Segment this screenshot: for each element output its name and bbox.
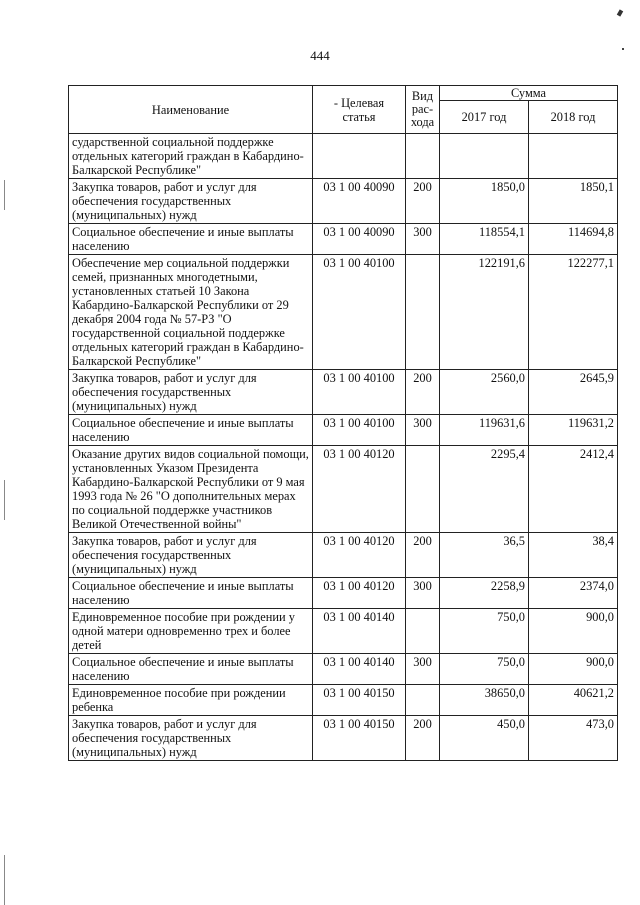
row-type [406, 255, 440, 370]
row-amount-2018: 2374,0 [529, 578, 618, 609]
header-code: - Целевая статья [313, 86, 406, 134]
row-amount-2018: 2645,9 [529, 370, 618, 415]
row-code: 03 1 00 40120 [313, 446, 406, 533]
row-name: Социальное обеспечение и иные выплаты населению [69, 224, 313, 255]
row-amount-2017: 1850,0 [440, 179, 529, 224]
row-type: 200 [406, 533, 440, 578]
row-amount-2018: 900,0 [529, 654, 618, 685]
budget-table [68, 85, 618, 761]
row-type [406, 609, 440, 654]
row-type: 200 [406, 716, 440, 761]
row-code: 03 1 00 40120 [313, 578, 406, 609]
row-amount-2017: 750,0 [440, 609, 529, 654]
row-amount-2017: 450,0 [440, 716, 529, 761]
row-amount-2017: 36,5 [440, 533, 529, 578]
table-row [69, 446, 618, 533]
row-name: Закупка товаров, работ и услуг для обеспечения государственных (муниципальных) нужд [69, 370, 313, 415]
row-amount-2017: 750,0 [440, 654, 529, 685]
table-row [69, 255, 618, 370]
row-name: Оказание других видов социальной помощи, установленных Указом Президента Кабардино-Балкарской Республики от 9 мая 1993 года № 26 "О дополнительных мерах по социальной поддержке участников Великой Отечественной войны" [69, 446, 313, 533]
table-row [69, 716, 618, 761]
row-type: 200 [406, 179, 440, 224]
row-name: сударственной социальной поддержке отдельных категорий граждан в Кабардино-Балкарской Республике" [69, 134, 313, 179]
row-code: 03 1 00 40100 [313, 255, 406, 370]
table-row [69, 533, 618, 578]
table-row [69, 654, 618, 685]
row-type [406, 134, 440, 179]
row-type [406, 685, 440, 716]
row-name: Единовременное пособие при рождении у одной матери одновременно трех и более детей [69, 609, 313, 654]
row-code: 03 1 00 40100 [313, 415, 406, 446]
row-name: Социальное обеспечение и иные выплаты населению [69, 578, 313, 609]
row-code: 03 1 00 40090 [313, 179, 406, 224]
row-amount-2017: 122191,6 [440, 255, 529, 370]
row-code: 03 1 00 40120 [313, 533, 406, 578]
row-code: 03 1 00 40090 [313, 224, 406, 255]
row-amount-2017: 118554,1 [440, 224, 529, 255]
table-row [69, 179, 618, 224]
row-amount-2018: 2412,4 [529, 446, 618, 533]
row-type: 300 [406, 415, 440, 446]
header-name: Наименование [69, 86, 313, 134]
row-name: Обеспечение мер социальной поддержки семей, признанных многодетными, установленных статьей 10 Закона Кабардино-Балкарской Республики от 29 декабря 2004 года № 57-РЗ "О государственной социальной поддержке отдельных категорий граждан в Кабардино-Балкарской Республике" [69, 255, 313, 370]
row-name: Социальное обеспечение и иные выплаты населению [69, 415, 313, 446]
row-code: 03 1 00 40150 [313, 716, 406, 761]
header-2018: 2018 год [529, 101, 618, 134]
row-type: 300 [406, 224, 440, 255]
table-row [69, 578, 618, 609]
binding-mark [4, 480, 5, 520]
row-name: Социальное обеспечение и иные выплаты населению [69, 654, 313, 685]
header-row [69, 86, 618, 101]
binding-mark [4, 180, 5, 210]
row-type [406, 446, 440, 533]
row-name: Закупка товаров, работ и услуг для обеспечения государственных (муниципальных) нужд [69, 179, 313, 224]
row-type: 300 [406, 654, 440, 685]
binding-mark [4, 855, 5, 905]
row-amount-2018: 122277,1 [529, 255, 618, 370]
row-amount-2018: 40621,2 [529, 685, 618, 716]
row-amount-2017 [440, 134, 529, 179]
row-amount-2018: 473,0 [529, 716, 618, 761]
row-amount-2017: 2295,4 [440, 446, 529, 533]
row-amount-2018: 119631,2 [529, 415, 618, 446]
row-amount-2018 [529, 134, 618, 179]
row-code: 03 1 00 40140 [313, 609, 406, 654]
row-code [313, 134, 406, 179]
table-row [69, 224, 618, 255]
row-amount-2017: 38650,0 [440, 685, 529, 716]
header-2017: 2017 год [440, 101, 529, 134]
row-name: Закупка товаров, работ и услуг для обеспечения государственных (муниципальных) нужд [69, 533, 313, 578]
page-number: 444 [310, 48, 330, 63]
row-amount-2017: 2560,0 [440, 370, 529, 415]
row-name: Единовременное пособие при рождении ребенка [69, 685, 313, 716]
header-sum: Сумма [440, 86, 618, 101]
row-code: 03 1 00 40140 [313, 654, 406, 685]
row-amount-2018: 114694,8 [529, 224, 618, 255]
table-body [69, 134, 618, 761]
row-amount-2017: 119631,6 [440, 415, 529, 446]
row-type: 200 [406, 370, 440, 415]
table-row [69, 685, 618, 716]
table-row [69, 370, 618, 415]
row-amount-2017: 2258,9 [440, 578, 529, 609]
row-code: 03 1 00 40150 [313, 685, 406, 716]
table-row [69, 134, 618, 179]
row-amount-2018: 900,0 [529, 609, 618, 654]
row-amount-2018: 1850,1 [529, 179, 618, 224]
row-amount-2018: 38,4 [529, 533, 618, 578]
row-name: Закупка товаров, работ и услуг для обеспечения государственных (муниципальных) нужд [69, 716, 313, 761]
table-row [69, 609, 618, 654]
table-row [69, 415, 618, 446]
row-code: 03 1 00 40100 [313, 370, 406, 415]
scan-mark [617, 9, 623, 16]
header-type: Вид рас-хода [406, 86, 440, 134]
row-type: 300 [406, 578, 440, 609]
